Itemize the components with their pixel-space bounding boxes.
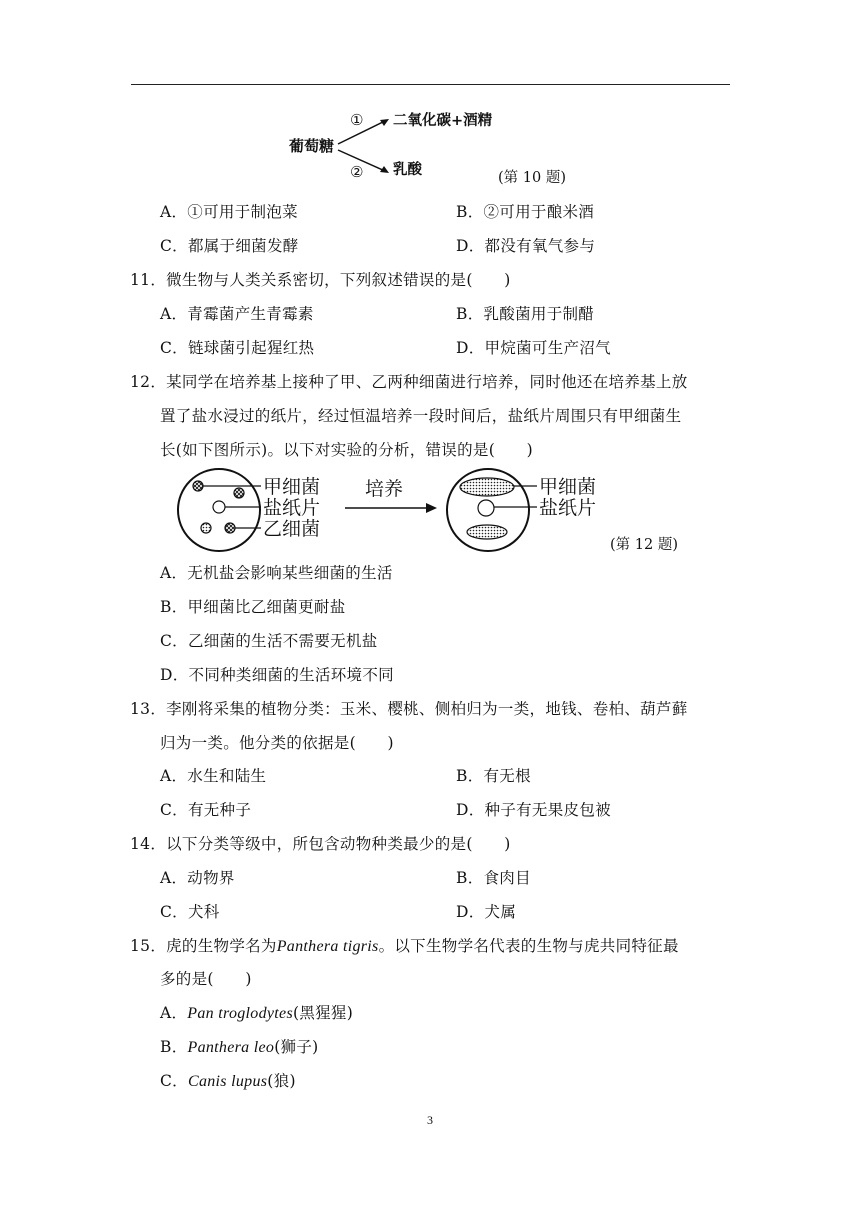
figure-q10-fermentation-diagram — [285, 104, 515, 186]
fig12-salt-paper-after — [478, 500, 494, 516]
fig10-mark-2: ② — [350, 163, 364, 181]
fig12-colony-b-before — [201, 523, 211, 533]
q14-option-d: D．犬属 — [456, 903, 517, 921]
q12-option-b: B．甲细菌比乙细菌更耐盐 — [160, 598, 346, 616]
fig12-colony-a-before — [193, 481, 203, 491]
q12-option-d: D．不同种类细菌的生活环境不同 — [160, 666, 394, 684]
q15-option-a — [160, 1003, 353, 1024]
q15-option-c-common: (狼) — [267, 1072, 296, 1090]
q15-option-b-letter: B． — [160, 1038, 188, 1056]
q12-stem-line-2: 置了盐水浸过的纸片，经过恒温培养一段时间后，盐纸片周围只有甲细菌生 — [160, 407, 682, 425]
q15-option-a-letter: A． — [160, 1004, 188, 1022]
q13-option-d: D．种子有无果皮包被 — [456, 801, 611, 819]
q14-stem: 14．以下分类等级中，所包含动物种类最少的是( ) — [130, 835, 511, 853]
q10-option-a: A．①可用于制泡菜 — [160, 203, 298, 221]
q15-option-c-letter: C． — [160, 1072, 188, 1090]
q15-stem-part-a: 15．虎的生物学名为 — [130, 937, 277, 955]
q15-option-b — [160, 1037, 319, 1058]
q14-option-c: C．犬科 — [160, 903, 220, 921]
q13-option-a: A．水生和陆生 — [160, 767, 267, 785]
fig12-arrow-label: 培养 — [365, 478, 404, 500]
q11-option-c: C．链球菌引起猩红热 — [160, 339, 315, 357]
fig10-caption: (第 10 题) — [498, 170, 566, 186]
fig12-caption: (第 12 题) — [610, 537, 678, 553]
fig12-colony-a-after — [460, 478, 514, 496]
fig12-label-a: 甲细菌 — [263, 476, 321, 498]
q15-option-c — [160, 1071, 296, 1092]
q13-option-c: C．有无种子 — [160, 801, 252, 819]
fig12-label-salt2: 盐纸片 — [539, 497, 597, 519]
fig10-product-2: 乳酸 — [393, 162, 422, 178]
q10-option-b: B．②可用于酿米酒 — [456, 203, 595, 221]
q11-option-a: A．青霉菌产生青霉素 — [160, 305, 314, 323]
fig10-mark-1: ① — [350, 111, 364, 129]
figure-q12-culture-dish — [175, 466, 625, 554]
q11-option-b: B．乳酸菌用于制醋 — [456, 305, 595, 323]
q15-option-c-sci: Canis lupus — [187, 1073, 268, 1090]
q13-stem-line-1: 13．李刚将采集的植物分类：玉米、樱桃、侧柏归为一类，地钱、卷柏、葫芦藓 — [130, 700, 688, 718]
q11-stem: 11．微生物与人类关系密切，下列叙述错误的是( ) — [130, 271, 511, 289]
q13-stem-line-2: 归为一类。他分类的依据是( ) — [160, 734, 394, 752]
fig12-colony-b2-before — [225, 523, 235, 533]
page-number: 3 — [427, 1113, 433, 1127]
fig12-colony-a2-after — [467, 525, 507, 539]
q15-option-b-common: (狮子) — [274, 1038, 319, 1056]
fig12-salt-paper-before — [213, 501, 225, 513]
q15-option-b-sci: Panthera leo — [187, 1039, 275, 1056]
q15-stem-line-2: 多的是( ) — [160, 970, 252, 988]
q15-stem-part-b: 。以下生物学名代表的生物与虎共同特征最 — [378, 937, 679, 955]
fig12-arrowhead — [426, 503, 437, 513]
fig12-label-b: 乙细菌 — [263, 518, 321, 540]
fig12-label-salt: 盐纸片 — [263, 497, 321, 519]
q11-option-d: D．甲烷菌可生产沼气 — [456, 339, 611, 357]
q12-option-c: C．乙细菌的生活不需要无机盐 — [160, 632, 378, 650]
q14-option-b: B．食肉目 — [456, 869, 531, 887]
header-rule — [131, 84, 730, 85]
q12-option-a: A．无机盐会影响某些细菌的生活 — [160, 564, 393, 582]
q15-option-a-common: (黑猩猩) — [292, 1004, 354, 1022]
q10-option-d: D．都没有氧气参与 — [456, 237, 596, 255]
q13-option-b: B．有无根 — [456, 767, 531, 785]
fig10-product-1: 二氧化碳+酒精 — [393, 113, 493, 129]
q12-stem-line-1: 12．某同学在培养基上接种了甲、乙两种细菌进行培养，同时他还在培养基上放 — [130, 373, 688, 391]
fig12-label-a2: 甲细菌 — [539, 476, 597, 498]
q15-option-a-sci: Pan troglodytes — [187, 1005, 293, 1022]
q14-option-a: A．动物界 — [160, 869, 235, 887]
q12-stem-line-3: 长(如下图所示)。以下对实验的分析，错误的是( ) — [160, 441, 533, 459]
q10-option-c: C．都属于细菌发酵 — [160, 237, 299, 255]
q15-stem-scientific-name: Panthera tigris — [276, 938, 379, 955]
q15-stem-line-1 — [130, 936, 679, 957]
fig10-glucose-label: 葡萄糖 — [289, 137, 335, 155]
fig12-colony-a2-before — [234, 488, 244, 498]
